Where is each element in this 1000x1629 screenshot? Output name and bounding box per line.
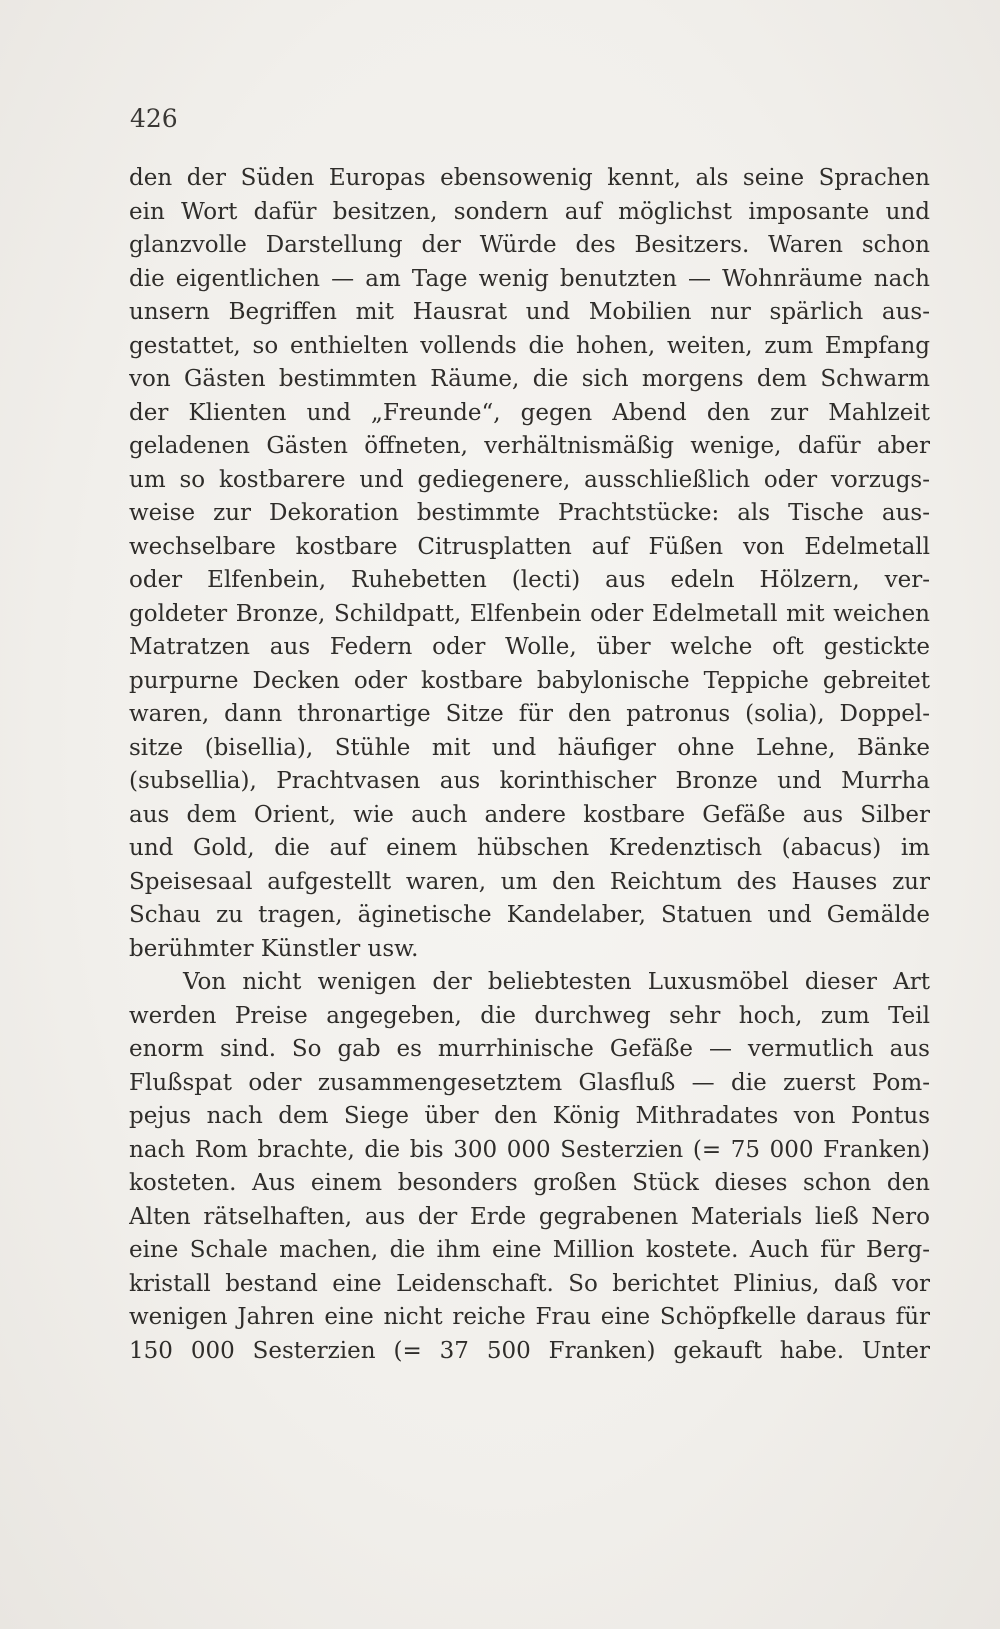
text-line: (subsellia), Prachtvasen aus korinthischer Bronze und Murrha	[129, 768, 930, 794]
text-line: oder Elfenbein, Ruhebetten (lecti) aus edeln Hölzern, ver-	[129, 567, 930, 593]
text-line: enorm sind. So gab es murrhinische Gefäße — vermutlich aus	[129, 1036, 930, 1062]
text-line: unsern Begriffen mit Hausrat und Mobilien nur spärlich aus-	[129, 299, 930, 325]
text-line: der Klienten und „Freunde“, gegen Abend den zur Mahlzeit	[129, 399, 930, 426]
text-line: ein Wort dafür besitzen, sondern auf möglichst imposante und	[129, 198, 930, 225]
text-line: weise zur Dekoration bestimmte Prachtstücke: als Tische aus-	[129, 500, 930, 526]
text-line: 150 000 Sesterzien (= 37 500 Franken) gekauft habe. Unter	[129, 1337, 930, 1364]
text-line: wechselbare kostbare Citrusplatten auf Füßen von Edelmetall	[129, 533, 930, 560]
text-line: werden Preise angegeben, die durchweg sehr hoch, zum Teil	[129, 1002, 930, 1029]
text-line: Matratzen aus Federn oder Wolle, über welche oft gestickte	[129, 634, 930, 660]
text-line: den der Süden Europas ebensowenig kennt, als seine Sprachen	[129, 165, 930, 191]
text-line: goldeter Bronze, Schildpatt, Elfenbein oder Edelmetall mit weichen	[129, 600, 930, 627]
text-line: Von nicht wenigen der beliebtesten Luxusmöbel dieser Art	[183, 969, 930, 995]
text-line: wenigen Jahren eine nicht reiche Frau eine Schöpfkelle daraus für	[129, 1304, 930, 1330]
text-line: Alten rätselhaften, aus der Erde gegrabenen Materials ließ Nero	[129, 1203, 930, 1230]
body-text	[129, 162, 930, 1368]
text-line: Flußspat oder zusammengesetztem Glasfluß — die zuerst Pom-	[129, 1069, 930, 1096]
page-number: 426	[130, 104, 178, 133]
text-line: pejus nach dem Siege über den König Mithradates von Pontus	[129, 1103, 930, 1129]
text-line: glanzvolle Darstellung der Würde des Besitzers. Waren schon	[129, 232, 930, 258]
text-line: und Gold, die auf einem hübschen Kredenztisch (abacus) im	[129, 835, 930, 861]
text-line: um so kostbarere und gediegenere, ausschließlich oder vorzugs-	[129, 466, 930, 493]
text-line: kosteten. Aus einem besonders großen Stück dieses schon den	[129, 1170, 930, 1196]
text-line: aus dem Orient, wie auch andere kostbare Gefäße aus Silber	[129, 801, 930, 828]
text-line: purpurne Decken oder kostbare babylonische Teppiche gebreitet	[129, 667, 930, 694]
text-line: von Gästen bestimmten Räume, die sich morgens dem Schwarm	[129, 366, 930, 392]
text-line: Schau zu tragen, äginetische Kandelaber, Statuen und Gemälde	[129, 902, 930, 928]
text-line: sitze (bisellia), Stühle mit und häufiger ohne Lehne, Bänke	[129, 734, 930, 761]
text-line: kristall bestand eine Leidenschaft. So berichtet Plinius, daß vor	[129, 1270, 930, 1297]
text-line: eine Schale machen, die ihm eine Million kostete. Auch für Berg-	[129, 1237, 930, 1263]
text-line: nach Rom brachte, die bis 300 000 Sesterzien (= 75 000 Franken)	[129, 1136, 930, 1163]
text-line: waren, dann thronartige Sitze für den patronus (solia), Doppel-	[129, 701, 930, 727]
text-line: die eigentlichen — am Tage wenig benutzten — Wohnräume nach	[129, 265, 930, 292]
text-line: geladenen Gästen öffneten, verhältnismäßig wenige, dafür aber	[129, 433, 930, 459]
text-line: berühmter Künstler usw.	[129, 935, 419, 962]
text-line: gestattet, so enthielten vollends die hohen, weiten, zum Empfang	[129, 332, 930, 359]
text-line: Speisesaal aufgestellt waren, um den Reichtum des Hauses zur	[129, 868, 930, 895]
